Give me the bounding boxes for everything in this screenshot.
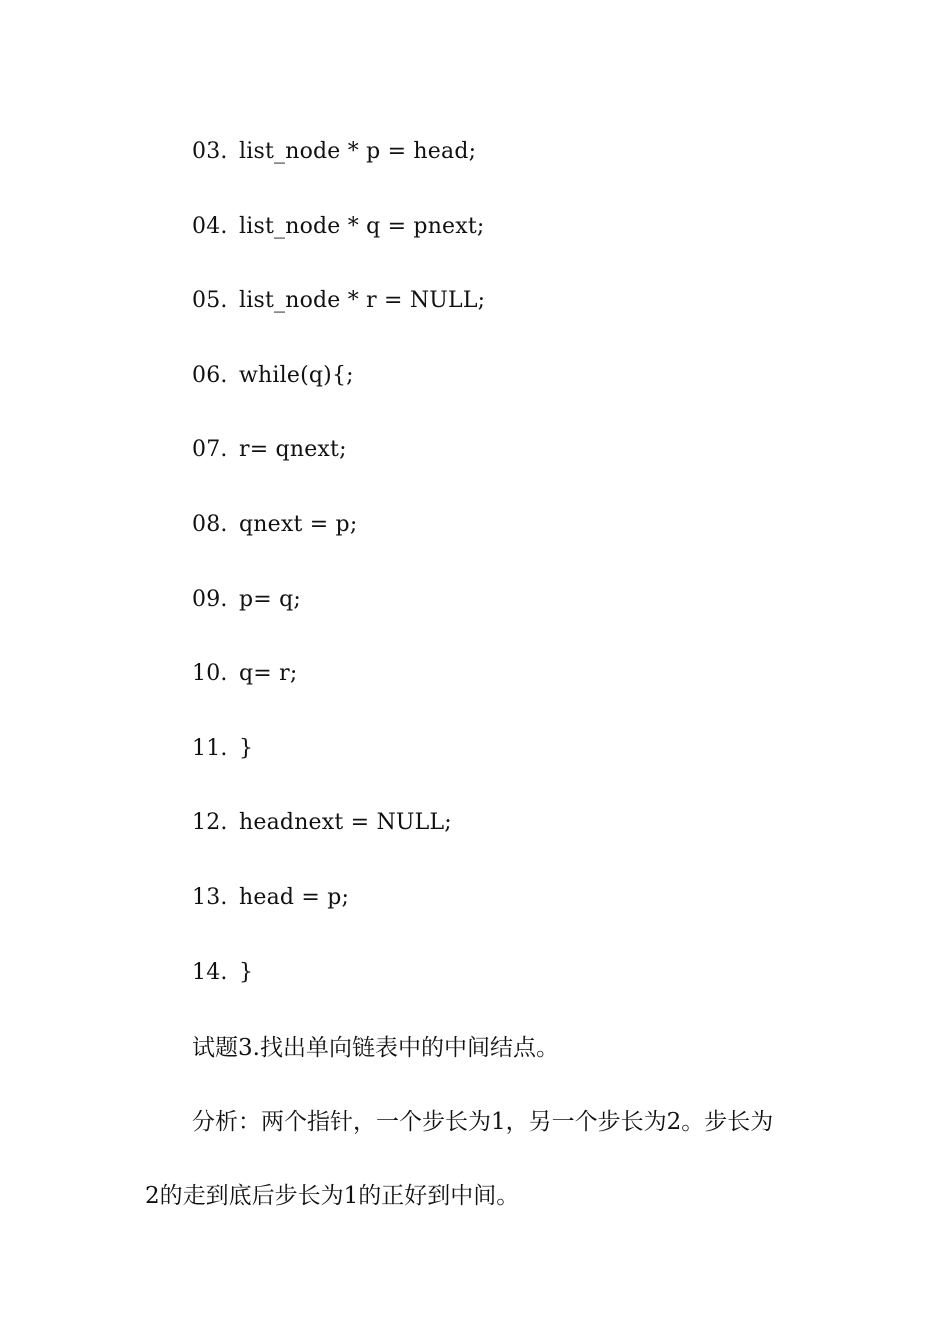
code-line — [192, 953, 485, 1028]
line-number: 05. — [192, 288, 228, 314]
line-number: 12. — [192, 810, 228, 836]
code-line — [192, 803, 485, 878]
code-text: } — [239, 959, 254, 985]
code-text: q= r; — [239, 661, 298, 687]
code-text: while(q){; — [239, 362, 354, 388]
code-text: p= q; — [239, 586, 302, 612]
line-number: 10. — [192, 661, 228, 687]
code-line — [192, 281, 485, 356]
line-number: 06. — [192, 362, 228, 388]
code-text: list_node * p = head; — [239, 139, 477, 164]
code-line — [192, 207, 485, 282]
code-line — [192, 654, 485, 729]
code-line — [192, 580, 485, 655]
code-text: } — [239, 735, 254, 761]
code-line — [192, 132, 485, 207]
line-number: 08. — [192, 511, 228, 537]
code-text: head = p; — [239, 884, 350, 910]
code-text: r= qnext; — [239, 437, 347, 463]
code-listing — [192, 132, 485, 1027]
analysis-paragraph-continuation: 2的走到底后步长为1的正好到中间。 — [145, 1183, 520, 1209]
code-text: headnext = NULL; — [239, 810, 452, 836]
question-heading: 试题3.找出单向链表中的中间结点。 — [192, 1035, 559, 1061]
line-number: 07. — [192, 437, 228, 463]
code-line — [192, 505, 485, 580]
line-number: 14. — [192, 959, 228, 985]
line-number: 09. — [192, 586, 228, 612]
line-number: 03. — [192, 139, 228, 164]
line-number: 11. — [192, 735, 228, 761]
code-line — [192, 878, 485, 953]
code-line — [192, 729, 485, 804]
code-text: qnext = p; — [239, 511, 358, 537]
code-line — [192, 356, 485, 431]
code-text: list_node * q = pnext; — [239, 213, 485, 239]
line-number: 13. — [192, 884, 228, 910]
line-number: 04. — [192, 213, 228, 239]
code-text: list_node * r = NULL; — [239, 288, 486, 314]
analysis-paragraph: 分析：两个指针，一个步长为1，另一个步长为2。步长为 — [192, 1109, 774, 1135]
code-line — [192, 430, 485, 505]
